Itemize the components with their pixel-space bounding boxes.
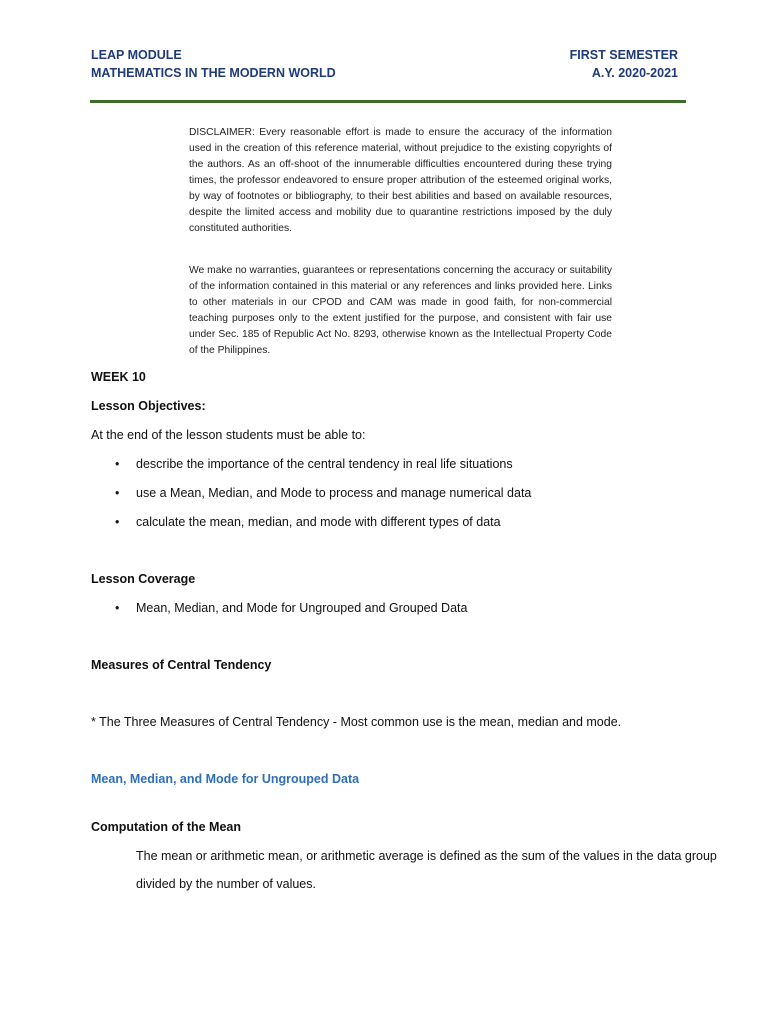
header-left xyxy=(91,46,336,82)
semester-label: FIRST SEMESTER xyxy=(569,48,678,62)
mean-heading: Computation of the Mean xyxy=(91,820,241,834)
course-title: MATHEMATICS IN THE MODERN WORLD xyxy=(91,66,336,80)
header-divider xyxy=(90,100,686,103)
week-label: WEEK 10 xyxy=(91,370,146,384)
objectives-intro: At the end of the lesson students must be able to: xyxy=(91,428,366,442)
objective-item: calculate the mean, median, and mode with different types of data xyxy=(136,515,501,529)
coverage-item: Mean, Median, and Mode for Ungrouped and Grouped Data xyxy=(136,601,468,615)
coverage-heading: Lesson Coverage xyxy=(91,572,196,586)
bullet-icon: • xyxy=(115,457,120,471)
bullet-icon: • xyxy=(115,486,120,500)
module-title: LEAP MODULE xyxy=(91,48,182,62)
header-right xyxy=(570,46,678,82)
bullet-icon: • xyxy=(115,515,120,529)
bullet-icon: • xyxy=(115,601,120,615)
central-tendency-note: * The Three Measures of Central Tendency - Most common use is the mean, median and mode. xyxy=(91,715,622,729)
disclaimer-paragraph-2: We make no warranties, guarantees or representations concerning the accuracy or suitability of the information contained in this material or any references and links provided here. Links to other materials in our CPOD and CAM was made in good faith, for non-commercial teaching purposes only to the extent justified for the purpose, and consistent with fair use under Sec. 185 of Republic Act No. 8293, otherwise known as the Intellectual Property Code of the Philippines. xyxy=(189,265,612,356)
ungrouped-data-heading: Mean, Median, and Mode for Ungrouped Data xyxy=(91,772,360,786)
objective-item: use a Mean, Median, and Mode to process and manage numerical data xyxy=(136,486,532,500)
mean-definition: The mean or arithmetic mean, or arithmetic average is defined as the sum of the values in the data group divided by the number of values. xyxy=(136,849,717,891)
central-tendency-heading: Measures of Central Tendency xyxy=(91,658,272,672)
objective-item: describe the importance of the central tendency in real life situations xyxy=(136,457,513,471)
disclaimer-paragraph-1: DISCLAIMER: Every reasonable effort is made to ensure the accuracy of the information used in the creation of this reference material, without prejudice to the existing copyrights of the authors. As an off-shoot of the innumerable difficulties encountered during these trying times, the professor endeavored to ensure proper attribution of the esteemed original works, by way of footnotes or bibliography, to their best abilities and based on available resources, despite the limited access and mobility due to quarantine restrictions imposed by the duly constituted authorities. xyxy=(189,127,612,234)
objectives-heading: Lesson Objectives: xyxy=(91,399,206,413)
academic-year: A.Y. 2020-2021 xyxy=(591,66,678,80)
